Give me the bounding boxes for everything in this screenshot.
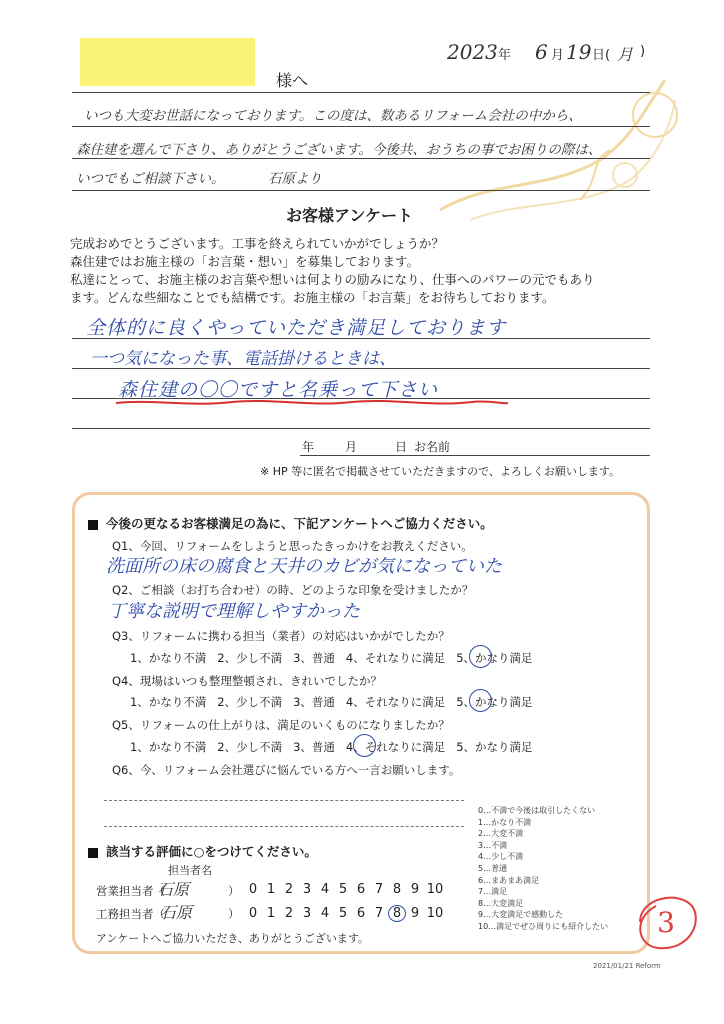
date-year-unit: 年 (498, 48, 512, 63)
rating-number: 6 (356, 906, 366, 921)
legend-item: 2…大変不満 (478, 829, 524, 839)
scale-2: 2、少し不満 (217, 651, 283, 665)
form-code: 2021/01/21 Reform (593, 962, 661, 970)
anonymity-note: ※ HP 等に匿名で掲載させていただきますので、よろしくお願いします。 (260, 465, 621, 478)
questionnaire-heading-text: 今後の更なるお客様満足の為に、下記アンケートへご協力ください。 (106, 516, 493, 531)
legend-item: 8…大変満足 (478, 898, 524, 908)
legend-item: 10…満足でぜひ周りにも紹介したい (478, 921, 609, 931)
scale-1: 1、かなり不満 (130, 695, 207, 709)
comment-line3: 森住建の〇〇ですと名乗って下さい (118, 379, 439, 401)
survey-intro-line1: 完成おめでとうございます。工事を終えられていかがでしょうか？ (70, 236, 445, 251)
rating-number: 1 (266, 882, 276, 897)
square-bullet-icon (88, 848, 98, 858)
rating-number: 7 (374, 882, 384, 897)
overall-score-text: 3 (657, 906, 675, 939)
message-line1: いつも大変お世話になっております。この度は、数あるリフォーム会社の中から、 (84, 108, 582, 124)
recipient-suffix: 様へ (276, 71, 309, 90)
works-label: 工務担当者（ (96, 907, 165, 921)
q5-selected-mark (353, 734, 376, 757)
scale-2: 2、少し不満 (217, 695, 283, 709)
rating-number: 8 (388, 905, 406, 922)
scale-5: 5、かなり満足 (456, 740, 533, 754)
q2-answer: 丁寧な説明で理解しやすかった (108, 601, 360, 622)
rating-number: 6 (356, 882, 366, 897)
questionnaire-heading (88, 514, 493, 532)
rating-number: 10 (426, 882, 444, 897)
rating-number: 1 (266, 906, 276, 921)
legend-item: 9…大変満足で感動した (478, 910, 564, 920)
q3-text: Q3、リフォームに携わる担当（業者）の対応はいかがでしたか？ (112, 629, 450, 643)
q1-answer: 洗面所の床の腐食と天井のカビが気になっていた (106, 556, 502, 577)
message-line3: いつでもご相談下さい。 (76, 171, 225, 187)
scale-1: 1、かなり不満 (130, 740, 207, 754)
survey-title: お客様アンケート (286, 206, 414, 225)
footer-month-label: 月 (345, 440, 358, 454)
legend-item: 6…まあまあ満足 (478, 875, 540, 885)
rating-number: 5 (338, 906, 348, 921)
q6-text: Q6、今、リフォーム会社選びに悩んでいる方へ一言お願いします。 (112, 763, 461, 777)
scale-5: 5、かなり満足 (456, 695, 533, 709)
q1-text: Q1、今回、リフォームをしようと思ったきっかけをお教えください。 (112, 539, 473, 553)
q2-text: Q2、ご相談（お打ち合わせ）の時、どのような印象を受けましたか？ (112, 583, 474, 597)
works-paren-close: ） (228, 907, 240, 921)
sales-label: 営業担当者（ (96, 884, 165, 898)
footer-name-label: お名前 (414, 440, 451, 454)
rating-number: 2 (284, 906, 294, 921)
rating-legend (478, 805, 608, 933)
scale-4: 4、それなりに満足 (345, 740, 446, 754)
sales-paren-close: ） (228, 884, 240, 898)
message-line2: 森住建を選んで下さり、ありがとうございます。今後共、おうちの事でお困りの際は、 (76, 142, 602, 158)
survey-intro-line2: 森住建ではお施主様の「お言葉・想い」を募集しております。 (70, 254, 420, 269)
legend-item: 1…かなり不満 (478, 817, 532, 827)
square-bullet-icon (88, 520, 98, 530)
q4-selected-mark (469, 689, 492, 712)
legend-item: 3…不満 (478, 840, 508, 850)
rating-number: 9 (410, 882, 420, 897)
rating-heading (88, 842, 317, 860)
comment-line2: 一つ気になった事、電話掛けるときは、 (90, 349, 396, 369)
message-signature: 石原より (268, 171, 322, 187)
date-day: 19 (566, 40, 592, 64)
scale-4: 4、それなりに満足 (345, 695, 446, 709)
legend-item: 7…満足 (478, 887, 508, 897)
scale-2: 2、少し不満 (217, 740, 283, 754)
overall-score-mark (630, 886, 704, 956)
legend-item: 5…普通 (478, 863, 508, 873)
footer-year-label: 年 (302, 440, 315, 454)
date-year: 2023 (447, 40, 498, 64)
scale-4: 4、それなりに満足 (345, 651, 446, 665)
date-day-unit: 日( (592, 48, 611, 63)
works-name: 石原 (160, 903, 193, 922)
q4-text: Q4、現場はいつも整理整頓され、きれいでしたか？ (112, 674, 383, 688)
survey-intro-line4: ます。どんな些細なことでも結構です。お施主様の「お言葉」をお待ちしております。 (70, 290, 555, 305)
comment-line1: 全体的に良くやっていただき満足しております (86, 317, 507, 339)
scale-5: 5、かなり満足 (456, 651, 533, 665)
thanks-text: アンケートへご協力いただき、ありがとうございます。 (96, 932, 370, 945)
rating-number: 8 (392, 882, 402, 897)
staff-name-label: 担当者名 (168, 864, 212, 877)
sales-name: 石原 (157, 880, 190, 899)
rating-number: 4 (320, 882, 330, 897)
rating-heading-text: 該当する評価に○をつけてください。 (106, 844, 317, 859)
scale-3: 3、普通 (293, 740, 335, 754)
q5-text: Q5、リフォームの仕上がりは、満足のいくものになりましたか？ (112, 718, 450, 732)
scale-3: 3、普通 (293, 651, 335, 665)
rating-number: 3 (302, 906, 312, 921)
rating-number: 4 (320, 906, 330, 921)
rating-number: 9 (410, 906, 420, 921)
recipient-name-redacted (80, 38, 255, 86)
rating-number: 5 (338, 882, 348, 897)
rating-number: 2 (284, 882, 294, 897)
rating-number: 0 (248, 882, 258, 897)
date-month-unit: 月 (551, 48, 565, 63)
date-close: ) (640, 44, 646, 59)
footer-day-label: 日 (395, 440, 408, 454)
works-rating-scale (244, 905, 446, 922)
legend-item: 4…少し不満 (478, 852, 524, 862)
q5-scale (130, 739, 533, 755)
scale-1: 1、かなり不満 (130, 651, 207, 665)
q3-selected-mark (469, 645, 492, 668)
date-weekday: 月 (617, 45, 634, 64)
rating-number: 3 (302, 882, 312, 897)
date-month: 6 (535, 40, 548, 64)
rating-number: 7 (374, 906, 384, 921)
survey-intro-line3: 私達にとって、お施主様のお言葉や想いは何よりの励みになり、仕事へのパワーの元でもあり (70, 272, 595, 287)
rating-number: 10 (426, 906, 444, 921)
scale-3: 3、普通 (293, 695, 335, 709)
sales-rating-scale (244, 882, 446, 897)
legend-item: 0…不満で今後は取引したくない (478, 806, 596, 815)
rating-number: 0 (248, 906, 258, 921)
